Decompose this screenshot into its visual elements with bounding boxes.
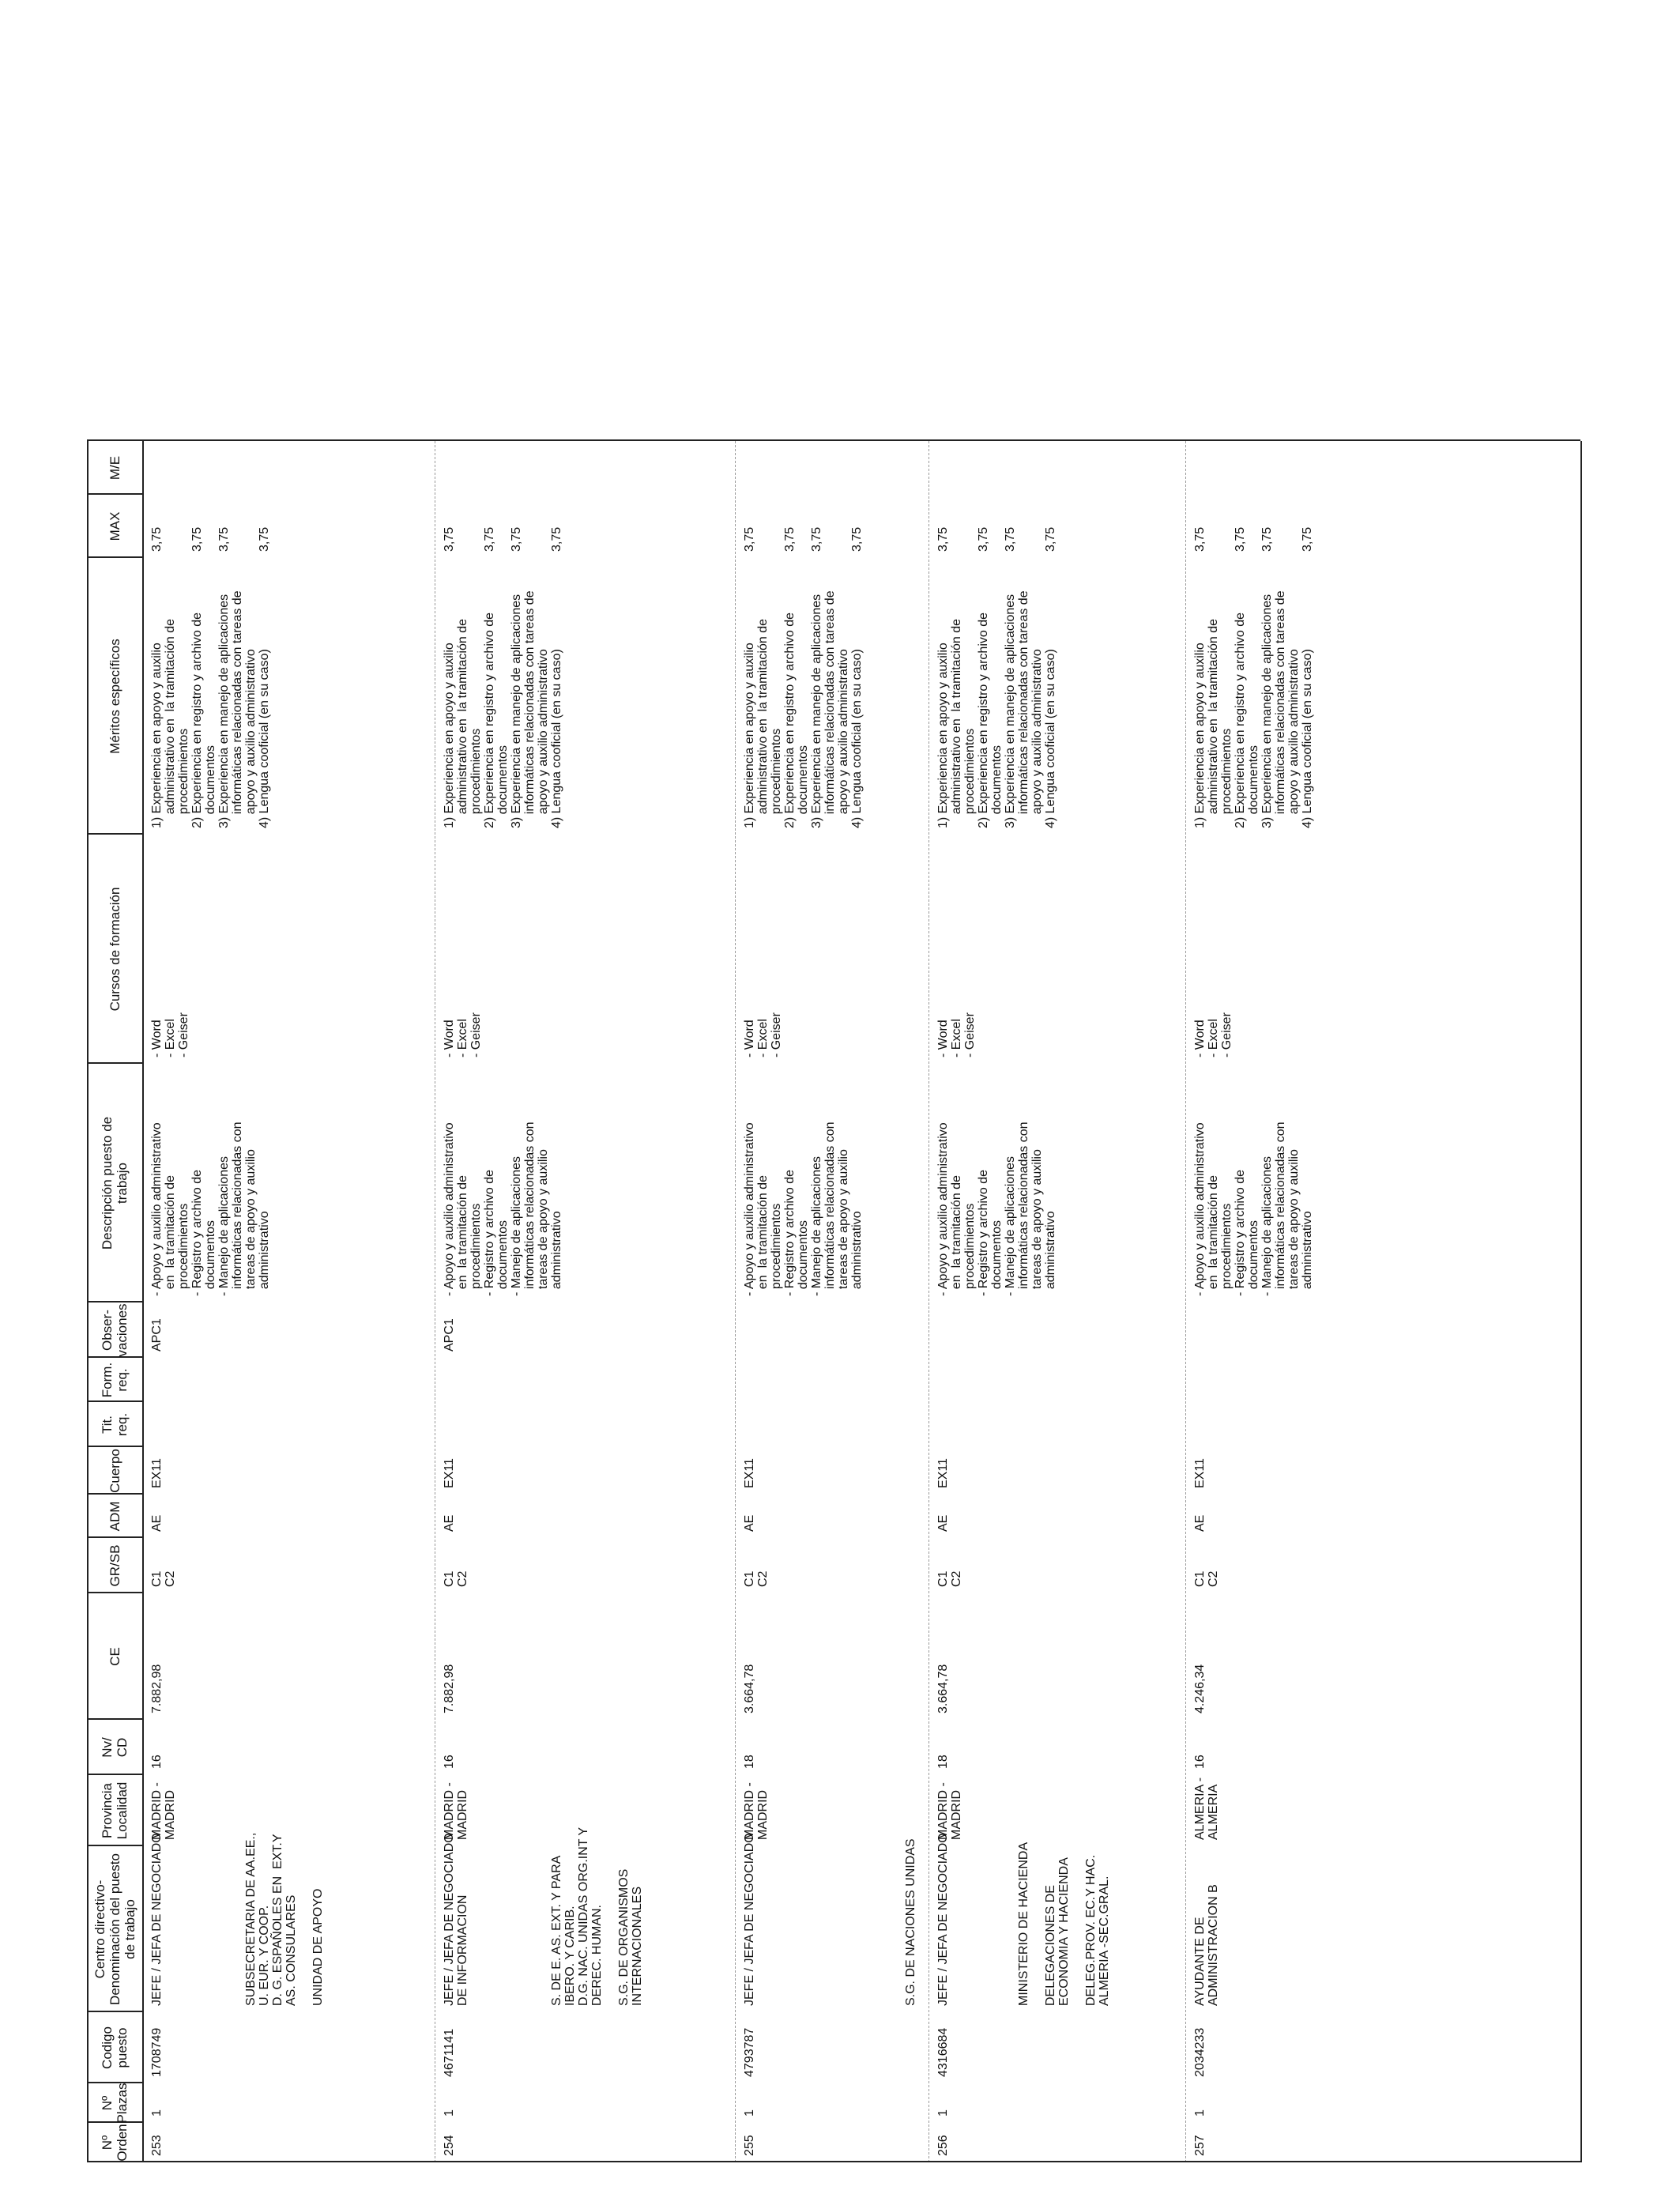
job-positions-table <box>87 28 1580 2162</box>
centro-line: JEFE / JEFA DE NEGOCIADO <box>443 1833 456 2006</box>
centro-line <box>469 1846 483 2006</box>
centro-line <box>537 1846 550 2006</box>
column-header-meritos: Méritos específicos <box>107 639 122 754</box>
centro-line: IBERO. Y CARIB. <box>563 1906 577 2006</box>
cell-ce: 7.882,98 <box>150 1664 164 1713</box>
cell-me <box>142 441 150 495</box>
centro-line <box>298 1846 311 2006</box>
cell-provincia: MADRID - MADRID <box>936 1782 963 1840</box>
cell-me <box>929 441 936 495</box>
cell-cursos: - Word - Excel - Geiser <box>443 1012 483 1057</box>
centro-line <box>496 1846 510 2006</box>
cell-max <box>929 495 1057 558</box>
max-score <box>797 495 810 552</box>
centro-line: S.G. DE ORGANISMOS <box>617 1868 631 2006</box>
column-header-max: MAX <box>107 511 122 541</box>
max-score: 3,75 <box>936 526 950 552</box>
cell-desc: - Apoyo y auxilio administrativo en la tramitación de procedimientos - Registro y archivo de documentos - Manejo de aplicaciones informáticas relacionadas con tareas de apoyo y auxilio administrativo <box>443 1122 563 1296</box>
table-row <box>142 441 435 2162</box>
cell-meritos: 1) Experiencia en apoyo y auxilio administrativo en la tramitación de procedimientos 2) Experiencia en registro y archivo de documentos 3) Experiencia en manejo de aplicaciones informáticas relacionadas con tareas de apoyo y auxilio administrativo 4) Lengua cooficial (en su caso) <box>443 590 563 828</box>
cell-meritos: 1) Experiencia en apoyo y auxilio administrativo en la tramitación de procedimientos 2) Experiencia en registro y archivo de documentos 3) Experiencia en manejo de aplicaciones informáticas relacionadas con tareas de apoyo y auxilio administrativo 4) Lengua cooficial (en su caso) <box>1193 590 1314 828</box>
cell-me <box>1185 441 1193 495</box>
max-score <box>523 495 537 552</box>
cell-orden: 253 <box>150 2135 164 2156</box>
cell-nv: 18 <box>743 1755 756 1769</box>
centro-line: S. DE E. AS. EXT. Y PARA <box>550 1855 563 2006</box>
centro-line: JEFE / JEFA DE NEGOCIADO <box>743 1833 756 2006</box>
cell-obs: APC1 <box>150 1318 164 1351</box>
centro-line <box>523 1846 537 2006</box>
centro-line <box>604 1846 617 2006</box>
cell-cuerpo: EX11 <box>936 1458 950 1488</box>
max-score: 3,75 <box>150 526 164 552</box>
max-score: 3,75 <box>1234 526 1247 552</box>
column-header-cursos: Cursos de formación <box>107 887 122 1012</box>
max-score: 3,75 <box>550 526 563 552</box>
cell-cuerpo: EX11 <box>743 1458 756 1488</box>
cell-cuerpo: EX11 <box>443 1458 456 1488</box>
max-score <box>1287 495 1301 552</box>
cell-tit <box>1185 1402 1193 1447</box>
cell-provincia: ALMERIA - ALMERIA <box>1193 1777 1220 1840</box>
cell-form <box>929 1358 936 1402</box>
centro-line <box>850 1846 864 2006</box>
centro-line: DEREC. HUMAN. <box>590 1904 604 2006</box>
cell-nv: 16 <box>1193 1755 1207 1769</box>
cell-plazas: 1 <box>936 2109 950 2117</box>
max-score <box>456 495 469 552</box>
cell-codigo: 1708749 <box>150 2027 164 2077</box>
centro-line: MINISTERIO DE HACIENDA <box>1017 1842 1030 2006</box>
max-score <box>837 495 850 552</box>
cell-grsb: C1 C2 <box>936 1570 963 1587</box>
cell-provincia: MADRID - MADRID <box>743 1782 770 1840</box>
cell-codigo: 4793787 <box>743 2027 756 2077</box>
centro-line <box>891 1846 904 2006</box>
table-rule <box>1580 441 1582 2162</box>
cell-form <box>435 1358 443 1402</box>
max-score <box>770 495 783 552</box>
centro-line: DE INFORMACION <box>456 1894 469 2006</box>
max-score: 3,75 <box>977 526 990 552</box>
column-header-obs: Obser- vaciones <box>100 1303 130 1357</box>
column-header-cuerpo: Cuerpo <box>107 1449 122 1493</box>
centro-line <box>510 1846 523 2006</box>
centro-line: U. EUR. Y COOP. <box>258 1905 271 2006</box>
table-row <box>435 441 735 2162</box>
centro-line: AS. CONSULARES <box>284 1894 298 2006</box>
cell-ce: 4.246,34 <box>1193 1664 1207 1713</box>
max-score <box>177 495 190 552</box>
max-score <box>963 495 977 552</box>
cell-max <box>142 495 271 558</box>
max-score: 3,75 <box>217 526 231 552</box>
max-score <box>990 495 1004 552</box>
cell-desc: - Apoyo y auxilio administrativo en la tramitación de procedimientos - Registro y archivo de documentos - Manejo de aplicaciones informáticas relacionadas con tareas de apoyo y auxilio administrativo <box>150 1122 271 1296</box>
cell-nv: 16 <box>443 1755 456 1769</box>
centro-line: DELEGACIONES DE <box>1044 1885 1057 2006</box>
max-score: 3,75 <box>1260 526 1274 552</box>
cell-desc: - Apoyo y auxilio administrativo en la tramitación de procedimientos - Registro y archivo de documentos - Manejo de aplicaciones informáticas relacionadas con tareas de apoyo y auxilio administrativo <box>1193 1122 1314 1296</box>
cell-adm: AE <box>443 1514 456 1532</box>
cell-form <box>735 1358 743 1402</box>
max-score: 3,75 <box>510 526 523 552</box>
cell-form <box>1185 1358 1193 1402</box>
cell-obs <box>929 1302 936 1358</box>
table-row <box>735 441 929 2162</box>
cell-me <box>735 441 743 495</box>
centro-line: UNIDAD DE APOYO <box>311 1888 325 2006</box>
max-score: 3,75 <box>810 526 823 552</box>
cell-cuerpo: EX11 <box>1193 1458 1207 1488</box>
cell-meritos: 1) Experiencia en apoyo y auxilio administrativo en la tramitación de procedimientos 2) Experiencia en registro y archivo de documentos 3) Experiencia en manejo de aplicaciones informáticas relacionadas con tareas de apoyo y auxilio administrativo 4) Lengua cooficial (en su caso) <box>150 590 271 828</box>
cell-codigo: 2034233 <box>1193 2027 1207 2077</box>
centro-line <box>1071 1846 1084 2006</box>
cell-adm: AE <box>743 1514 756 1532</box>
centro-line <box>1030 1846 1044 2006</box>
max-score: 3,75 <box>850 526 864 552</box>
cell-provincia: MADRID - MADRID <box>443 1782 469 1840</box>
cell-grsb: C1 C2 <box>743 1570 770 1587</box>
cell-plazas: 1 <box>743 2109 756 2117</box>
max-score <box>1247 495 1260 552</box>
cell-grsb: C1 C2 <box>1193 1570 1220 1587</box>
column-header-tit: Tit. req. <box>100 1412 130 1437</box>
cell-obs: APC1 <box>443 1318 456 1351</box>
column-header-grsb: GR/SB <box>107 1544 122 1587</box>
cell-tit <box>142 1402 150 1447</box>
cell-cursos: - Word - Excel - Geiser <box>1193 1012 1234 1057</box>
max-score <box>231 495 244 552</box>
max-score <box>950 495 963 552</box>
cell-orden: 256 <box>936 2135 950 2156</box>
cell-max <box>1185 495 1314 558</box>
cell-obs <box>735 1302 743 1358</box>
max-score <box>496 495 510 552</box>
max-score: 3,75 <box>1301 526 1314 552</box>
cell-cursos: - Word - Excel - Geiser <box>150 1012 190 1057</box>
centro-line: DELEG.PROV. EC.Y HAC. <box>1084 1854 1098 2006</box>
centro-line: S.G. DE NACIONES UNIDAS <box>904 1838 917 2006</box>
cell-centro <box>735 1833 917 2012</box>
cell-obs <box>1185 1302 1193 1358</box>
column-header-plazas: Nº Plazas <box>100 2083 130 2124</box>
cell-grsb: C1 C2 <box>150 1570 177 1587</box>
max-score: 3,75 <box>1193 526 1207 552</box>
centro-line <box>864 1846 877 2006</box>
max-score: 3,75 <box>190 526 204 552</box>
centro-line <box>810 1846 823 2006</box>
max-score <box>1030 495 1044 552</box>
column-header-codigo: Codigo puesto <box>100 2026 130 2069</box>
cell-adm: AE <box>1193 1514 1207 1532</box>
cell-tit <box>929 1402 936 1447</box>
centro-line <box>977 1846 990 2006</box>
centro-line: ADMINISTRACION B <box>1207 1884 1220 2006</box>
centro-line: SUBSECRETARIA DE AA.EE., <box>244 1832 258 2006</box>
cell-meritos: 1) Experiencia en apoyo y auxilio administrativo en la tramitación de procedimientos 2) Experiencia en registro y archivo de documentos 3) Experiencia en manejo de aplicaciones informáticas relacionadas con tareas de apoyo y auxilio administrativo 4) Lengua cooficial (en su caso) <box>936 590 1057 828</box>
centro-line <box>837 1846 850 2006</box>
centro-line <box>990 1846 1004 2006</box>
cell-desc: - Apoyo y auxilio administrativo en la tramitación de procedimientos - Registro y archivo de documentos - Manejo de aplicaciones informáticas relacionadas con tareas de apoyo y auxilio administrativo <box>743 1122 864 1296</box>
centro-line <box>770 1846 783 2006</box>
max-score: 3,75 <box>258 526 271 552</box>
centro-line <box>1004 1846 1017 2006</box>
max-score <box>756 495 770 552</box>
cell-centro <box>1185 1846 1220 2012</box>
cell-orden: 257 <box>1193 2135 1207 2156</box>
max-score <box>1207 495 1220 552</box>
centro-line: JEFE / JEFA DE NEGOCIADO <box>936 1833 950 2006</box>
cell-tit <box>735 1402 743 1447</box>
max-score: 3,75 <box>783 526 797 552</box>
max-score: 3,75 <box>743 526 756 552</box>
cell-grsb: C1 C2 <box>443 1570 469 1587</box>
centro-line <box>231 1846 244 2006</box>
cell-cursos: - Word - Excel - Geiser <box>743 1012 783 1057</box>
centro-line <box>877 1846 891 2006</box>
max-score <box>1274 495 1287 552</box>
column-header-centro: Centro directivo- Denominación del puesto de trabajo <box>92 1853 137 2005</box>
cell-tit <box>435 1402 443 1447</box>
centro-line: ECONOMIA Y HACIENDA <box>1057 1857 1071 2006</box>
cell-cuerpo: EX11 <box>150 1458 164 1488</box>
table-row <box>929 441 1185 2162</box>
cell-desc: - Apoyo y auxilio administrativo en la tramitación de procedimientos - Registro y archivo de documentos - Manejo de aplicaciones informáticas relacionadas con tareas de apoyo y auxilio administrativo <box>936 1122 1057 1296</box>
centro-line: INTERNACIONALES <box>631 1886 644 2006</box>
cell-meritos: 1) Experiencia en apoyo y auxilio administrativo en la tramitación de procedimientos 2) Experiencia en registro y archivo de documentos 3) Experiencia en manejo de aplicaciones informáticas relacionadas con tareas de apoyo y auxilio administrativo 4) Lengua cooficial (en su caso) <box>743 590 864 828</box>
max-score: 3,75 <box>483 526 496 552</box>
cell-plazas: 1 <box>1193 2109 1207 2117</box>
cell-me <box>435 441 443 495</box>
table-row <box>1185 441 1580 2162</box>
cell-ce: 7.882,98 <box>443 1664 456 1713</box>
centro-line: AYUDANTE DE <box>1193 1917 1207 2006</box>
cell-centro <box>929 1833 1111 2012</box>
cell-codigo: 4671141 <box>443 2028 456 2077</box>
cell-provincia: MADRID - MADRID <box>150 1782 177 1840</box>
column-header-ce: CE <box>107 1647 122 1666</box>
cell-nv: 16 <box>150 1755 164 1769</box>
max-score <box>1017 495 1030 552</box>
max-score <box>244 495 258 552</box>
max-score: 3,75 <box>1044 526 1057 552</box>
centro-line <box>756 1846 770 2006</box>
cell-codigo: 4316684 <box>936 2027 950 2077</box>
column-header-orden: Nº Orden <box>100 2124 130 2162</box>
column-header-nv: Nv/ CD <box>100 1737 130 1758</box>
centro-line <box>217 1846 231 2006</box>
cell-adm: AE <box>936 1514 950 1532</box>
cell-centro <box>142 1832 325 2012</box>
cell-max <box>735 495 864 558</box>
centro-line <box>204 1846 217 2006</box>
cell-form <box>142 1358 150 1402</box>
cell-ce: 3.664,78 <box>743 1664 756 1713</box>
max-score <box>204 495 217 552</box>
max-score: 3,75 <box>443 526 456 552</box>
centro-line <box>823 1846 837 2006</box>
centro-line <box>797 1846 810 2006</box>
centro-line: JEFE / JEFA DE NEGOCIADO <box>150 1833 164 2006</box>
centro-line: D. G. ESPAÑOLES EN EXT.Y <box>271 1834 284 2006</box>
centro-line <box>483 1846 496 2006</box>
max-score: 3,75 <box>1004 526 1017 552</box>
max-score <box>823 495 837 552</box>
cell-cursos: - Word - Excel - Geiser <box>936 1012 977 1057</box>
centro-line <box>164 1846 177 2006</box>
centro-line: ALMERIA -SEC.GRAL. <box>1098 1875 1111 2006</box>
cell-max <box>435 495 563 558</box>
column-header-form: Form. req. <box>100 1362 130 1398</box>
column-header-me: M/E <box>107 455 122 481</box>
centro-line <box>950 1846 963 2006</box>
cell-centro <box>435 1826 644 2012</box>
cell-adm: AE <box>150 1514 164 1532</box>
column-header-desc: Descripción puesto de trabajo <box>100 1116 130 1250</box>
max-score <box>537 495 550 552</box>
cell-plazas: 1 <box>150 2109 164 2117</box>
max-score <box>469 495 483 552</box>
centro-line <box>783 1846 797 2006</box>
max-score <box>164 495 177 552</box>
centro-line <box>963 1846 977 2006</box>
column-header-adm: ADM <box>107 1501 122 1532</box>
cell-orden: 254 <box>443 2135 456 2156</box>
centro-line: D.G. NAC. UNIDAS ORG.INT Y <box>577 1826 590 2006</box>
centro-line <box>177 1846 190 2006</box>
column-header-provincia: Provincia Localidad <box>100 1781 130 1840</box>
cell-nv: 18 <box>936 1755 950 1769</box>
cell-orden: 255 <box>743 2135 756 2156</box>
cell-ce: 3.664,78 <box>936 1664 950 1713</box>
max-score <box>1220 495 1234 552</box>
centro-line <box>190 1846 204 2006</box>
cell-plazas: 1 <box>443 2109 456 2117</box>
